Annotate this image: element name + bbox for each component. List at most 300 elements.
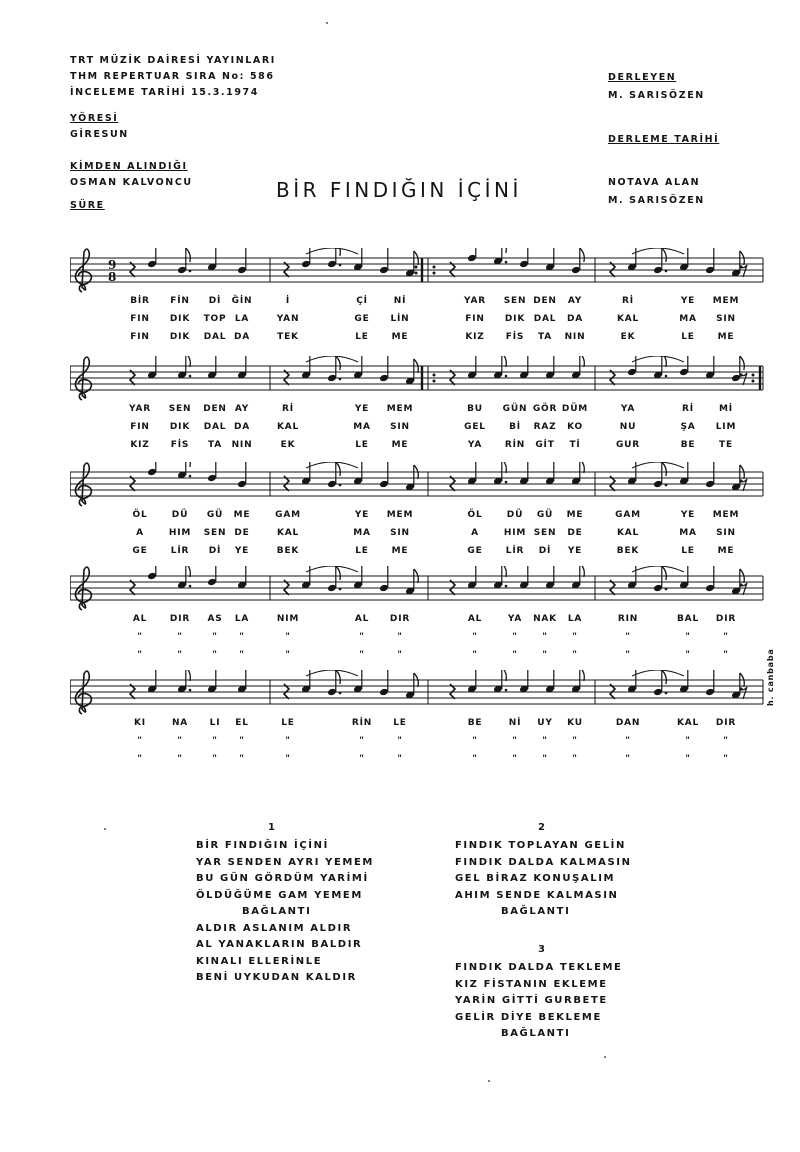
note-flag [662,356,667,367]
lyric-syllable: " [572,754,578,764]
lyric-syllable: TE [719,440,733,450]
lyric-syllable: GE [467,546,483,556]
staff [70,670,765,716]
note-flag [186,356,191,367]
lyric-syllable: Nİ [393,296,407,306]
note [545,248,555,271]
lyric-syllable: " [359,736,365,746]
lyric-row-1 [70,296,770,310]
note [653,356,667,379]
eighth-rest [739,687,747,699]
note [705,670,715,696]
lyric-syllable: " [397,754,403,764]
note-flag [186,566,191,577]
lyric-syllable: NAK [533,614,557,624]
lyric-syllable: GAM [275,510,301,520]
lyric-syllable: " [625,650,631,660]
lyric-syllable: KAL [276,528,300,538]
lyric-row-3 [70,754,770,768]
lyric-syllable: FIN [130,422,150,432]
lyric-syllable: MEM [712,296,740,306]
lyric-syllable: " [212,650,218,660]
lyric-syllable: BEK [616,546,640,556]
lyric-syllable: Rİ [682,404,694,414]
verse-line: FINDIK DALDA KALMASIN [455,856,632,868]
note [237,670,247,693]
lyric-syllable: Çİ [356,296,368,306]
verse-line: ALDIR ASLANIM ALDIR [196,922,353,934]
region-value: GİRESUN [70,129,129,140]
note [493,248,507,265]
note-dot [339,264,342,267]
note-dot [665,270,668,273]
lyric-syllable: AL [132,614,148,624]
lyric-syllable: " [285,650,291,660]
note-dot [339,588,342,591]
lyric-syllable: AL [467,614,483,624]
lyric-syllable: Rİ [282,404,294,414]
note [301,670,311,693]
lyric-syllable: " [212,754,218,764]
note-dot [505,375,508,378]
note [379,566,389,592]
staff [70,462,765,508]
lyric-syllable: SEN [168,404,192,414]
lyric-syllable: EK [620,332,636,342]
note [237,248,247,274]
note [147,462,157,476]
lyric-syllable: LE [355,546,369,556]
note [545,462,555,485]
lyric-syllable: YAR [464,296,486,306]
lyric-row-3 [70,440,770,454]
lyric-syllable: RİN [504,440,526,450]
scan-speck [326,22,328,24]
note-dot [665,375,668,378]
verse-1-number: 1 [268,822,275,833]
note [627,248,637,271]
lyric-syllable: " [572,650,578,660]
lyric-syllable: MEM [386,510,414,520]
note [379,248,389,274]
note [467,566,477,589]
lyric-syllable: ME [391,440,409,450]
lyric-syllable: GEL [464,422,486,432]
lyric-syllable: DEN [533,296,557,306]
lyric-syllable: " [212,632,218,642]
note-flag [662,462,667,476]
note-flag [336,670,341,684]
lyric-syllable: KAL [276,422,300,432]
publisher-line-1: TRT MÜZİK DAİRESİ YAYINLARI [70,55,276,66]
repeat-dot [752,374,755,377]
lyric-row-2 [70,528,770,542]
lyric-syllable: Mİ [719,404,733,414]
song-title: BİR FINDIĞIN İÇİNİ [276,178,522,202]
lyric-syllable: SIN [390,528,410,538]
note [177,670,191,693]
note [519,356,529,379]
note [177,356,191,379]
lyric-syllable: " [512,736,518,746]
note [301,356,311,379]
note [353,462,363,485]
lyric-syllable: " [723,632,729,642]
lyric-syllable: DAL [203,422,227,432]
lyric-syllable: YA [467,440,483,450]
lyric-syllable: YA [620,404,636,414]
review-date: İNCELEME TARİHİ 15.3.1974 [70,87,259,98]
lyric-syllable: DÜM [561,404,589,414]
note-dot [665,484,668,487]
lyric-syllable: DAN [615,718,641,728]
refrain-label: BAĞLANTI [501,1028,571,1039]
eighth-rest [739,265,747,277]
lyric-syllable: KO [567,422,583,432]
lyric-syllable: BU [467,404,483,414]
note [545,670,555,693]
note [353,356,363,379]
note-dot [339,692,342,695]
repeat-dot [433,272,436,275]
slur [306,248,358,254]
lyric-syllable: " [572,736,578,746]
lyric-syllable: DIR [169,614,191,624]
verse-line: YARİN GİTTİ GURBETE [455,995,608,1006]
lyric-syllable: BAL [677,614,699,624]
lyric-syllable: FİS [505,332,525,342]
lyric-syllable: DIR [715,614,737,624]
verse-line: FINDIK TOPLAYAN GELİN [455,840,626,851]
lyric-syllable: KAL [616,314,640,324]
collector-value: M. SARISÖZEN [608,90,705,101]
lyric-syllable: DE [567,528,583,538]
lyric-syllable: FİS [170,440,190,450]
scan-speck [104,828,106,830]
lyric-syllable: DIR [715,718,737,728]
lyric-syllable: RIN [617,614,639,624]
lyric-syllable: BİR [130,296,150,306]
lyric-syllable: ME [717,546,735,556]
note-flag [336,248,341,256]
repeat-dot [752,380,755,383]
lyric-syllable: YE [680,510,696,520]
lyric-syllable: " [472,632,478,642]
lyric-syllable: " [512,754,518,764]
lyric-syllable: DIK [169,332,191,342]
lyric-syllable: Rİ [622,296,634,306]
verse-line: BU GÜN GÖRDÜM YARİMİ [196,873,369,884]
lyric-syllable: " [572,632,578,642]
lyric-syllable: Dİ [208,546,222,556]
note-flag [580,356,585,367]
lyric-syllable: KIZ [465,332,485,342]
time-signature-bottom: 8 [108,270,117,284]
lyric-syllable: " [723,650,729,660]
lyric-syllable: " [359,650,365,660]
lyric-syllable: LE [681,332,695,342]
repeat-dot [415,272,418,275]
verse-2-number: 2 [538,822,545,833]
music-system [70,462,765,562]
lyric-row-2 [70,422,770,436]
slur [632,670,684,676]
note [653,462,667,488]
lyric-syllable: " [285,632,291,642]
lyric-syllable: YE [567,546,583,556]
lyric-row-3 [70,546,770,560]
time-signature-top: 9 [108,258,117,272]
note [237,566,247,589]
lyric-syllable: LE [281,718,295,728]
lyric-syllable: " [137,632,143,642]
note-flag [580,462,585,473]
lyric-syllable: YAN [276,314,300,324]
note [705,566,715,592]
lyric-syllable: EL [235,718,249,728]
lyric-syllable: LE [355,332,369,342]
note [327,356,341,382]
note [705,248,715,274]
lyric-syllable: " [542,650,548,660]
lyric-syllable: LE [681,546,695,556]
lyric-syllable: " [542,736,548,746]
lyric-row-1 [70,718,770,732]
lyric-syllable: DAL [533,314,557,324]
lyric-syllable: Bİ [509,422,521,432]
note [571,356,584,379]
note [571,462,584,485]
note [379,670,389,696]
lyric-syllable: İ [285,296,291,306]
lyric-syllable: " [512,632,518,642]
lyric-syllable: RAZ [533,422,557,432]
note [467,356,477,379]
note [653,670,667,696]
music-system [70,566,765,666]
lyric-syllable: LE [393,718,407,728]
lyric-syllable: FIN [130,314,150,324]
lyric-syllable: GE [354,314,370,324]
lyric-syllable: " [177,650,183,660]
lyric-syllable: KI [134,718,146,728]
lyric-syllable: " [359,632,365,642]
lyric-syllable: GİT [535,440,555,450]
lyric-syllable: LİN [390,314,410,324]
lyric-row-3 [70,650,770,664]
lyric-syllable: KAL [676,718,700,728]
repeat-dot [415,266,418,269]
music-system [70,248,765,348]
lyric-syllable: KU [567,718,583,728]
lyric-syllable: DA [233,332,251,342]
lyric-syllable: MA [679,314,697,324]
lyric-syllable: Nİ [508,718,522,728]
verse-line: AHIM SENDE KALMASIN [455,889,619,901]
note [467,670,477,693]
lyric-syllable: NIN [231,440,253,450]
lyric-syllable: " [212,736,218,746]
note-dot [505,261,508,264]
copyist-signature: h. canbaba [766,648,775,706]
source-value: OSMAN KALVONCU [70,177,193,188]
verse-line: AL YANAKLARIN BALDIR [196,939,363,950]
refrain-label: BAĞLANTI [242,906,312,917]
note [705,356,715,379]
note [301,462,311,485]
note [493,566,507,589]
publisher-line-2: THM REPERTUAR SIRA No: 586 [70,71,275,82]
note-dot [189,375,192,378]
lyric-syllable: HIM [503,528,527,538]
slur [306,356,358,362]
note [147,566,157,580]
lyric-syllable: YA [507,614,523,624]
note [177,462,191,479]
lyric-syllable: GÖR [532,404,558,414]
notation-value: M. SARISÖZEN [608,195,705,206]
note-flag [336,356,341,370]
lyric-syllable: FİN [170,296,190,306]
region-label: YÖRESİ [70,113,119,124]
lyric-syllable: DAL [203,332,227,342]
note [627,670,637,693]
lyric-syllable: NU [619,422,637,432]
lyric-syllable: " [397,632,403,642]
note [679,670,689,693]
lyric-syllable: TA [537,332,553,342]
lyric-syllable: ME [233,510,251,520]
note [519,462,529,485]
note-flag [740,356,745,370]
verse-line: ÖLDÜĞÜME GAM YEMEM [196,889,363,901]
lyric-syllable: NIM [276,614,300,624]
lyric-syllable: SEN [503,296,527,306]
lyric-syllable: " [625,632,631,642]
slur [632,356,684,362]
note-dot [189,689,192,692]
note [353,566,363,589]
lyric-syllable: BE [467,718,483,728]
lyric-syllable: " [685,736,691,746]
lyric-syllable: MA [679,528,697,538]
lyric-syllable: " [285,754,291,764]
lyric-syllable: " [472,736,478,746]
lyric-syllable: YAR [129,404,151,414]
note-dot [505,481,508,484]
note-flag [580,566,585,577]
note-flag [662,670,667,684]
lyric-syllable: EK [280,440,296,450]
lyric-syllable: SEN [203,528,227,538]
lyric-syllable: TEK [277,332,299,342]
note-flag [186,248,191,262]
lyric-row-2 [70,314,770,328]
lyric-syllable: ME [391,332,409,342]
notation-label: NOTAVA ALAN [608,177,701,188]
verse-line: BENİ UYKUDAN KALDIR [196,972,357,983]
verse-line: KIZ FİSTANIN EKLEME [455,978,608,990]
lyric-syllable: LİR [505,546,525,556]
note [353,248,363,271]
note-flag [502,356,507,367]
lyric-syllable: KIZ [130,440,150,450]
note-dot [189,585,192,588]
lyric-syllable: FIN [130,332,150,342]
note-flag [336,566,341,580]
note [207,248,217,271]
note [571,670,584,693]
note-flag [186,670,191,681]
lyric-syllable: UY [537,718,553,728]
lyric-row-2 [70,632,770,646]
note-flag [502,670,507,681]
lyric-syllable: DIR [389,614,411,624]
lyric-syllable: " [137,736,143,746]
slur [632,462,684,468]
music-system [70,356,765,456]
note [207,356,217,379]
lyric-syllable: " [137,650,143,660]
lyric-syllable: " [542,632,548,642]
lyric-syllable: GÜN [502,404,528,414]
duration-label: SÜRE [70,200,105,211]
staff [70,248,765,294]
collector-label: DERLEYEN [608,72,677,83]
note-flag [662,566,667,580]
lyric-syllable: MA [353,422,371,432]
note [627,462,637,485]
lyric-syllable: DA [233,422,251,432]
lyric-syllable: SIN [716,528,736,538]
note [207,670,217,693]
repeat-dot [433,374,436,377]
lyric-syllable: " [239,754,245,764]
repeat-dot [433,266,436,269]
lyric-syllable: DIK [504,314,526,324]
lyric-syllable: GÜ [206,510,224,520]
lyric-row-2 [70,736,770,750]
lyric-row-1 [70,404,770,418]
lyric-syllable: MEM [712,510,740,520]
verse-1 [196,838,374,987]
note-flag [580,670,585,681]
staff [70,566,765,612]
verse-line: GELİR DİYE BEKLEME [455,1011,602,1023]
lyric-syllable: " [685,632,691,642]
lyric-syllable: " [137,754,143,764]
lyric-syllable: ME [566,510,584,520]
lyric-syllable: " [285,736,291,746]
note [545,356,555,379]
repeat-dot [433,380,436,383]
lyric-syllable: " [512,650,518,660]
lyric-syllable: SEN [533,528,557,538]
slur [632,248,684,254]
note-flag [662,248,667,262]
slur [306,670,358,676]
note [379,462,389,488]
note-dot [665,588,668,591]
eighth-rest [739,479,747,491]
verse-line: YAR SENDEN AYRI YEMEM [196,856,374,868]
lyric-syllable: " [177,736,183,746]
lyric-syllable: GÜ [536,510,554,520]
lyric-syllable: KAL [616,528,640,538]
note [237,356,247,379]
note [327,566,341,592]
note-dot [505,585,508,588]
